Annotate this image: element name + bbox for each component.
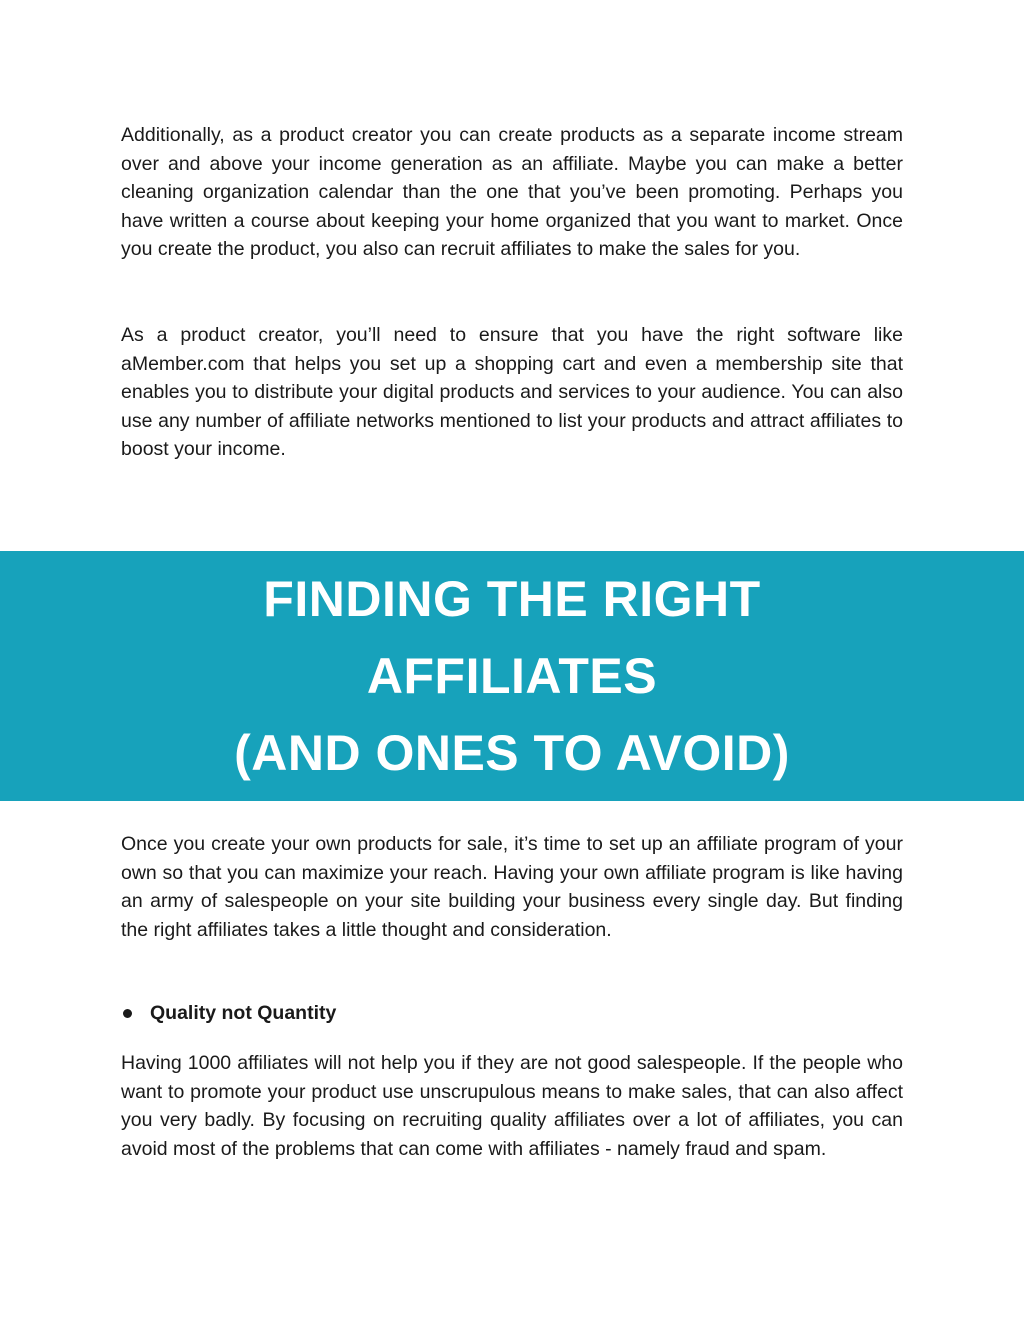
intro-paragraph-software: As a product creator, you’ll need to ensure that you have the right software like aMember.com that helps you set up a shopping cart and even a membership site that enables you to distribute your digital products and services to your audience. You can also use any number of affiliate networks mentioned to list your products and attract affiliates to boost your income. [121,324,903,461]
section-title-line-2: AFFILIATES [366,647,658,704]
section-title-line-3: (AND ONES TO AVOID) [234,724,790,781]
bullet-dot-icon [123,1009,132,1018]
bullet-heading: Quality not Quantity [150,1002,337,1024]
intro-paragraph-product-creator: Additionally, as a product creator you can create products as a separate income stream over and above your income generation as an affiliate. Maybe you can make a better cleaning organization calendar than the one that you’ve been promoting. Perhaps you have written a course about keeping your home organized that you want to market. Once you create the product, you also can recruit affiliates to make the sales for you. [121,124,903,261]
section-title-banner [0,551,1024,801]
affiliate-program-paragraph: Once you create your own products for sale, it’s time to set up an affiliate program of your own so that you can maximize your reach. Having your own affiliate program is like having an army of salespeople on your site building your business every single day. But finding the right affiliates takes a little thought and consideration. [121,833,903,941]
section-title [234,561,790,792]
quality-paragraph: Having 1000 affiliates will not help you if they are not good salespeople. If the people who want to promote your product use unscrupulous means to make sales, that can also affect you very badly. By focusing on recruiting quality affiliates over a lot of affiliates, you can avoid most of the problems that can come with affiliates - namely fraud and spam. [121,1052,903,1160]
bullet-item-quality [121,999,336,1027]
section-title-line-1: FINDING THE RIGHT [263,570,761,627]
